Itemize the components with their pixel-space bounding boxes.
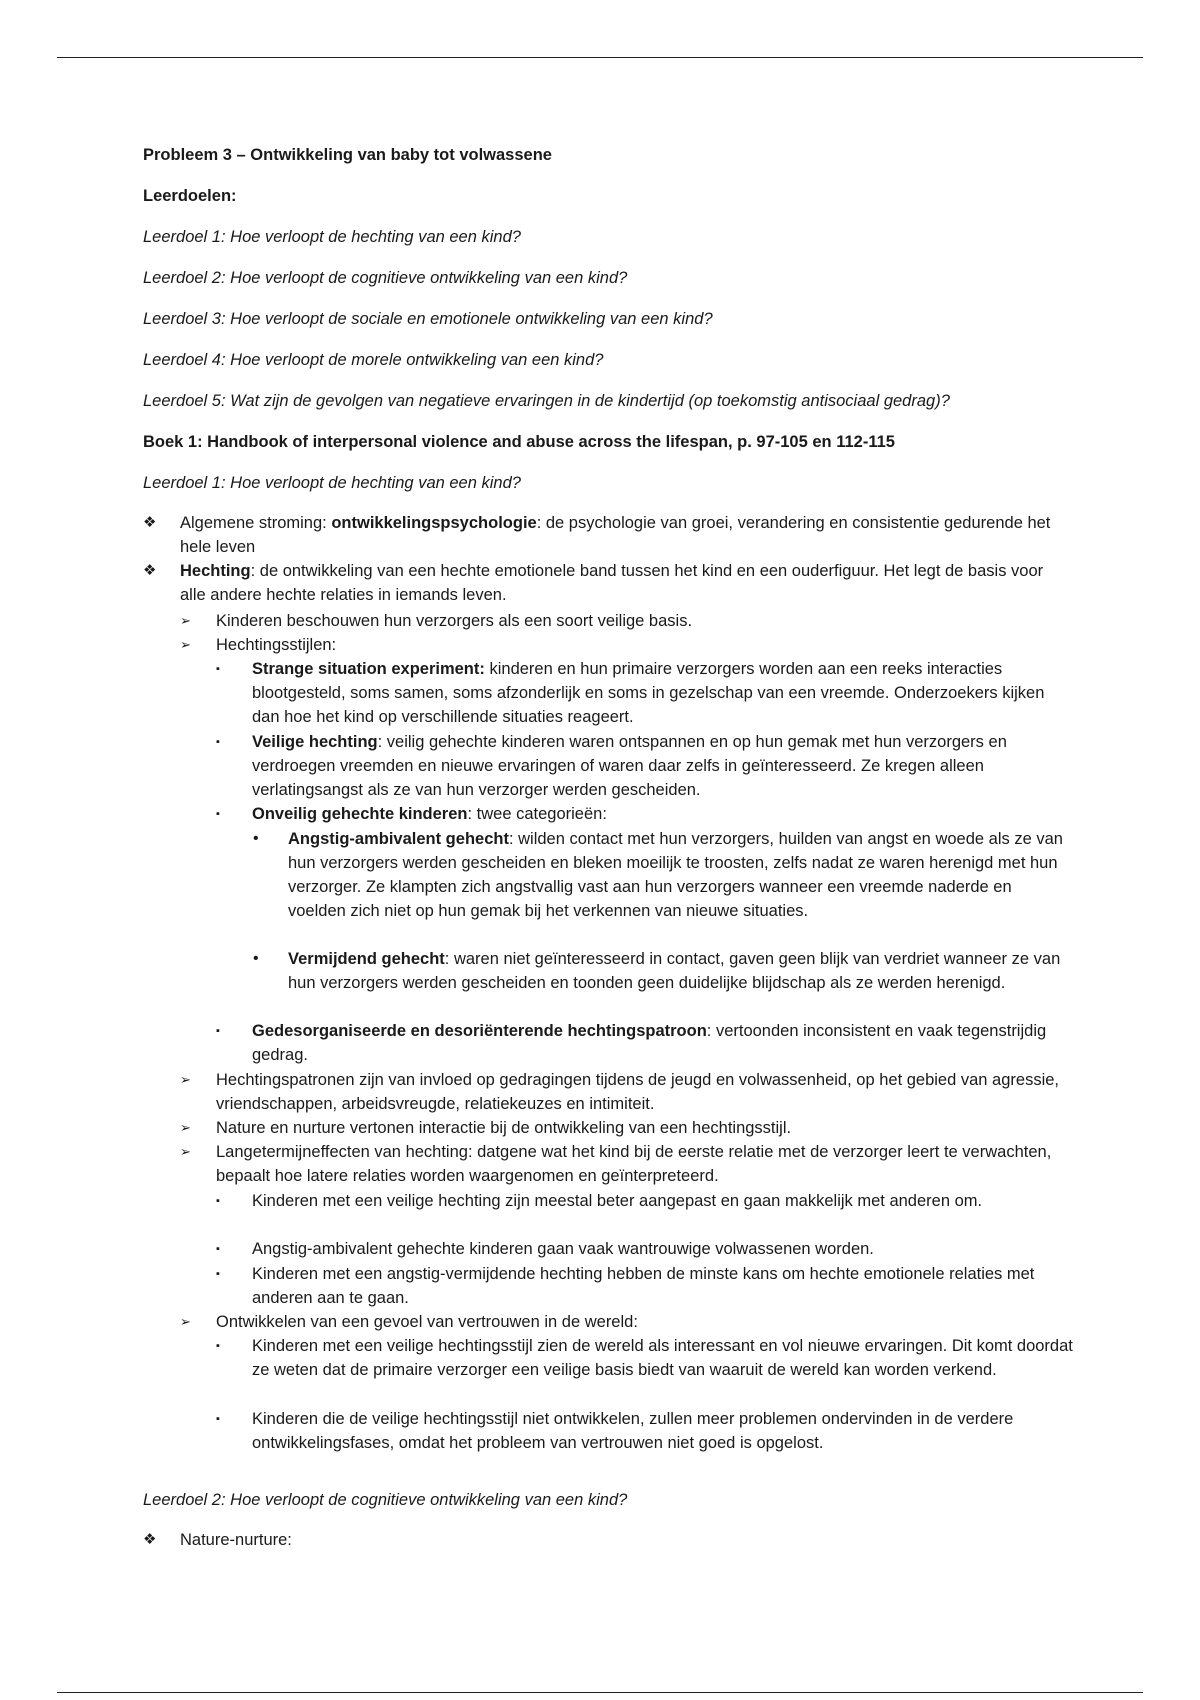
square-bullet-icon: ▪ bbox=[216, 1243, 220, 1255]
square-bullet-icon: ▪ bbox=[216, 1340, 220, 1352]
list-item: • Vermijdend gehecht: waren niet geïnteresseerd in contact, gaven geen blijk van verdriet wanneer ze van hun verzorgers werden gescheiden en toonden geen duidelijke blijdschap als ze werden herenigd. bbox=[252, 947, 1073, 995]
term: Angstig-ambivalent gehecht bbox=[288, 830, 509, 848]
leerdoel-5: Leerdoel 5: Wat zijn de gevolgen van negatieve ervaringen in de kindertijd (op toekomstig antisociaal gedrag)? bbox=[143, 392, 950, 410]
term: Strange situation experiment: bbox=[252, 660, 485, 678]
leerdoel-1: Leerdoel 1: Hoe verloopt de hechting van een kind? bbox=[143, 228, 521, 246]
header-rule bbox=[57, 57, 1143, 58]
list-item: ▪ Strange situation experiment: kinderen en hun primaire verzorgers worden aan een reeks interacties blootgesteld, soms samen, soms afzonderlijk en soms in gezelschap van een vreemde. Onderzoekers kijken dan hoe het kind op verschillende situaties reageert. bbox=[216, 657, 1073, 729]
diamond-bullet-icon: ❖ bbox=[143, 514, 157, 531]
list-item: ▪ Kinderen met een veilige hechtingsstijl zien de wereld als interessant en vol nieuwe ervaringen. Dit komt doordat ze weten dat de primaire verzorger een veilige basis biedt van waaruit de wereld kan worden verkend. bbox=[216, 1334, 1073, 1382]
list-item: ▪ Kinderen met een angstig-vermijdende hechting hebben de minste kans om hechte emotionele relaties met anderen aan te gaan. bbox=[216, 1262, 1073, 1310]
leerdoelen-heading: Leerdoelen: bbox=[143, 187, 237, 205]
list-item: ➢ Hechtingsstijlen: bbox=[180, 633, 1073, 657]
arrow-bullet-icon: ➢ bbox=[180, 1072, 191, 1087]
square-bullet-icon: ▪ bbox=[216, 808, 220, 820]
term: Onveilig gehechte kinderen bbox=[252, 805, 468, 823]
term: Gedesorganiseerde en desoriënterende hechtingspatroon bbox=[252, 1022, 707, 1040]
dot-bullet-icon: • bbox=[253, 950, 259, 967]
list-item: ➢ Nature en nurture vertonen interactie bij de ontwikkeling van een hechtingsstijl. bbox=[180, 1116, 1073, 1140]
square-bullet-icon: ▪ bbox=[216, 1195, 220, 1207]
leerdoel-4: Leerdoel 4: Hoe verloopt de morele ontwikkeling van een kind? bbox=[143, 351, 604, 369]
list-item: ▪ Angstig-ambivalent gehechte kinderen gaan vaak wantrouwige volwassenen worden. bbox=[216, 1237, 1073, 1261]
list-item: ▪ Onveilig gehechte kinderen: twee categorieën: bbox=[216, 802, 1073, 826]
diamond-bullet-icon: ❖ bbox=[143, 562, 157, 579]
term: Vermijdend gehecht bbox=[288, 950, 445, 968]
section1-heading: Leerdoel 1: Hoe verloopt de hechting van een kind? bbox=[143, 474, 521, 492]
square-bullet-icon: ▪ bbox=[216, 1413, 220, 1425]
arrow-bullet-icon: ➢ bbox=[180, 1120, 191, 1135]
list-item: ➢ Hechtingspatronen zijn van invloed op gedragingen tijdens de jeugd en volwassenheid, op het gebied van agressie, vriendschappen, arbeidsvreugde, relatiekeuzes en intimiteit. bbox=[180, 1068, 1073, 1116]
list-item: ➢ Ontwikkelen van een gevoel van vertrouwen in de wereld: bbox=[180, 1310, 1073, 1334]
list-item: • Angstig-ambivalent gehecht: wilden contact met hun verzorgers, huilden van angst en woede als ze van hun verzorgers werden gescheiden en bleken moeilijk te troosten, zelfs nadat ze waren herenigd met hun verzorger. Ze klampten zich angstvallig vast aan hun verzorgers wanneer een vreemde naderde en voelden zich niet op hun gemak bij het verkennen van nieuwe situaties. bbox=[252, 827, 1073, 923]
square-bullet-icon: ▪ bbox=[216, 736, 220, 748]
leerdoel-2: Leerdoel 2: Hoe verloopt de cognitieve ontwikkeling van een kind? bbox=[143, 269, 628, 287]
term: Hechting bbox=[180, 562, 251, 580]
diamond-bullet-icon: ❖ bbox=[143, 1531, 157, 1548]
section2-heading: Leerdoel 2: Hoe verloopt de cognitieve ontwikkeling van een kind? bbox=[143, 1491, 628, 1509]
arrow-bullet-icon: ➢ bbox=[180, 637, 191, 652]
dot-bullet-icon: • bbox=[253, 830, 259, 847]
term: Veilige hechting bbox=[252, 733, 378, 751]
list-item: ▪ Kinderen met een veilige hechting zijn meestal beter aangepast en gaan makkelijk met anderen om. bbox=[216, 1189, 1073, 1213]
square-bullet-icon: ▪ bbox=[216, 1268, 220, 1280]
list-item: ❖ Hechting: de ontwikkeling van een hechte emotionele band tussen het kind en een ouderfiguur. Het legt de basis voor alle andere hechte relaties in iemands leven. bbox=[143, 559, 1073, 607]
square-bullet-icon: ▪ bbox=[216, 663, 220, 675]
list-item: ➢ Langetermijneffecten van hechting: datgene wat het kind bij de eerste relatie met de verzorger leert te verwachten, bepaalt hoe latere relaties worden waargenomen en geïnterpreteerd. bbox=[180, 1140, 1073, 1188]
footer-rule bbox=[57, 1692, 1143, 1693]
list-item: ▪ Kinderen die de veilige hechtingsstijl niet ontwikkelen, zullen meer problemen ondervinden in de verdere ontwikkelingsfases, omdat het probleem van vertrouwen niet goed is opgelost. bbox=[216, 1407, 1073, 1455]
list-item: ▪ Gedesorganiseerde en desoriënterende hechtingspatroon: vertoonden inconsistent en vaak tegenstrijdig gedrag. bbox=[216, 1019, 1073, 1067]
leerdoel-3: Leerdoel 3: Hoe verloopt de sociale en emotionele ontwikkeling van een kind? bbox=[143, 310, 713, 328]
book-heading: Boek 1: Handbook of interpersonal violence and abuse across the lifespan, p. 97-105 en 112-115 bbox=[143, 433, 895, 451]
list-item: ▪ Veilige hechting: veilig gehechte kinderen waren ontspannen en op hun gemak met hun verzorgers en verdroegen vreemden en nieuwe ervaringen of waren daar zelfs in geïnteresseerd. Ze kregen alleen verlatingsangst als ze van hun verzorger werden gescheiden. bbox=[216, 730, 1073, 802]
term: ontwikkelingspsychologie bbox=[331, 514, 537, 532]
list-item: ❖ Algemene stroming: ontwikkelingspsychologie: de psychologie van groei, verandering en consistentie gedurende het hele leven bbox=[143, 511, 1073, 559]
square-bullet-icon: ▪ bbox=[216, 1025, 220, 1037]
arrow-bullet-icon: ➢ bbox=[180, 613, 191, 628]
arrow-bullet-icon: ➢ bbox=[180, 1314, 191, 1329]
page-title: Probleem 3 – Ontwikkeling van baby tot volwassene bbox=[143, 146, 552, 164]
arrow-bullet-icon: ➢ bbox=[180, 1144, 191, 1159]
list-item: ❖ Nature-nurture: bbox=[143, 1528, 1073, 1552]
list-item: ➢ Kinderen beschouwen hun verzorgers als een soort veilige basis. bbox=[180, 609, 1073, 633]
